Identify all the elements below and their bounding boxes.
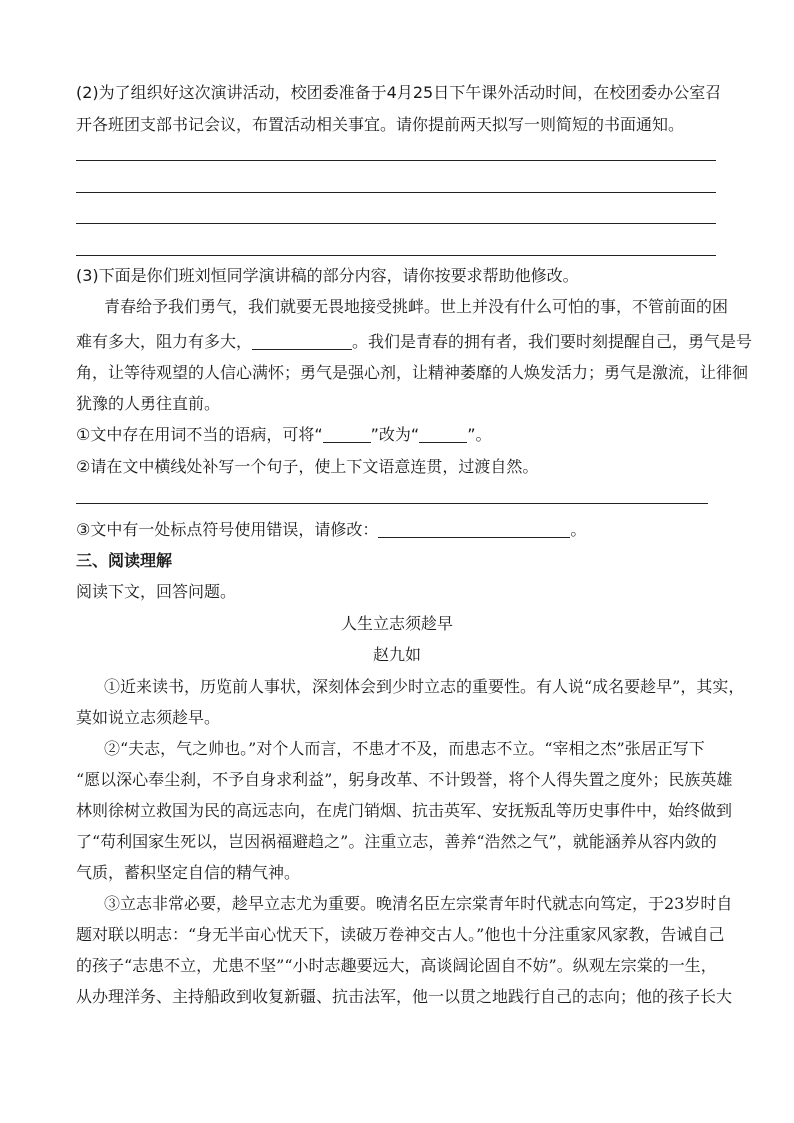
q2-line-2: 开各班团支部书记会议，布置活动相关事宜。请你提前两天拟写一则简短的书面通知。	[76, 115, 685, 134]
sub2-answer-line[interactable]	[76, 503, 708, 504]
p2-line-2: “愿以深心奉尘刹，不予自身求利益”，躬身改革、不计毁誉，将个人得失置之度外；民族英雄	[76, 770, 733, 789]
p2-line-5: 气质，蓄积坚定自信的精气神。	[76, 863, 301, 882]
answer-line[interactable]	[76, 255, 716, 256]
reading-instruction: 阅读下文，回答问题。	[76, 582, 237, 601]
answer-line[interactable]	[76, 192, 716, 193]
speech-line-4: 犹豫的人勇往直前。	[76, 394, 221, 413]
p1-line-1: ①近来读书，历览前人事状，深刻体会到少时立志的重要性。有人说“成名要趁早”，其实，	[104, 677, 745, 696]
article-title: 人生立志须趁早	[340, 614, 453, 633]
p3-line-1: ③立志非常必要，趁早立志尤为重要。晚清名臣左宗棠青年时代就志向笃定，于23岁时自	[104, 894, 733, 913]
p2-line-1: ②“夫志，气之帅也。”对个人而言，不患才不及，而患志不立。“宰相之杰”张居正写下	[104, 739, 705, 758]
speech-fill-blank[interactable]	[252, 333, 352, 350]
speech-line-3: 角，让等待观望的人信心满怀；勇气是强心剂，让精神萎靡的人焕发活力；勇气是激流，让徘徊	[76, 363, 749, 382]
sub1-text-b: ”改为“	[370, 425, 420, 444]
answer-line[interactable]	[76, 223, 716, 224]
p3-line-2: 题对联以明志：“身无半亩心忧天下，读破万卷神交古人。”他也十分注重家风家教，告诫自己	[76, 925, 725, 944]
speech-line-2-b: 。我们是青春的拥有者，我们要时刻提醒自己，勇气是号	[352, 332, 753, 351]
q3-sub2: ②请在文中横线处补写一个句子，使上下文语意连贯，过渡自然。	[76, 457, 539, 476]
section-heading: 三、阅读理解	[76, 551, 173, 570]
speech-line-2-a: 难有多大，阻力有多大，	[76, 332, 253, 351]
answer-line[interactable]	[76, 160, 716, 161]
sub3-text-b: 。	[570, 520, 587, 539]
p3-line-4: 从办理洋务、主持船政到收复新疆、抗击法军，他一以贯之地践行自己的志向；他的孩子长大	[76, 987, 733, 1006]
sub1-text-c: ”。	[467, 425, 492, 444]
sub1-blank-to[interactable]	[419, 426, 467, 443]
speech-line-2	[76, 331, 752, 353]
q2-line-1: (2)为了组织好这次演讲活动，校团委准备于4月25日下午课外活动时间，在校团委办公室召	[76, 83, 722, 102]
sub1-blank-from[interactable]	[323, 426, 371, 443]
q3-sub1	[76, 424, 492, 446]
p1-line-2: 莫如说立志须趁早。	[76, 708, 221, 727]
q3-prompt: (3)下面是你们班刘恒同学演讲稿的部分内容，请你按要求帮助他修改。	[76, 266, 579, 285]
article-author: 赵九如	[372, 645, 421, 664]
p2-line-3: 林则徐树立救国为民的高远志向，在虎门销烟、抗击英军、安抚叛乱等历史事件中，始终做到	[76, 801, 733, 820]
p2-line-4: 了“苟利国家生死以，岂因祸福避趋之”。注重立志，善养“浩然之气”，就能涵养从容内敛的	[76, 832, 717, 851]
sub1-text-a: ①文中存在用词不当的语病，可将“	[76, 425, 323, 444]
p3-line-3: 的孩子“志患不立，尤患不坚”“小时志趣要远大，高谈阔论固自不妨”。纵观左宗棠的一生，	[76, 956, 717, 975]
sub3-text-a: ③文中有一处标点符号使用错误，请修改：	[76, 520, 379, 539]
speech-line-1: 青春给予我们勇气，我们就要无畏地接受挑衅。世上并没有什么可怕的事，不管前面的困	[104, 297, 729, 316]
q3-sub3	[76, 519, 586, 541]
sub3-blank[interactable]	[378, 521, 570, 538]
